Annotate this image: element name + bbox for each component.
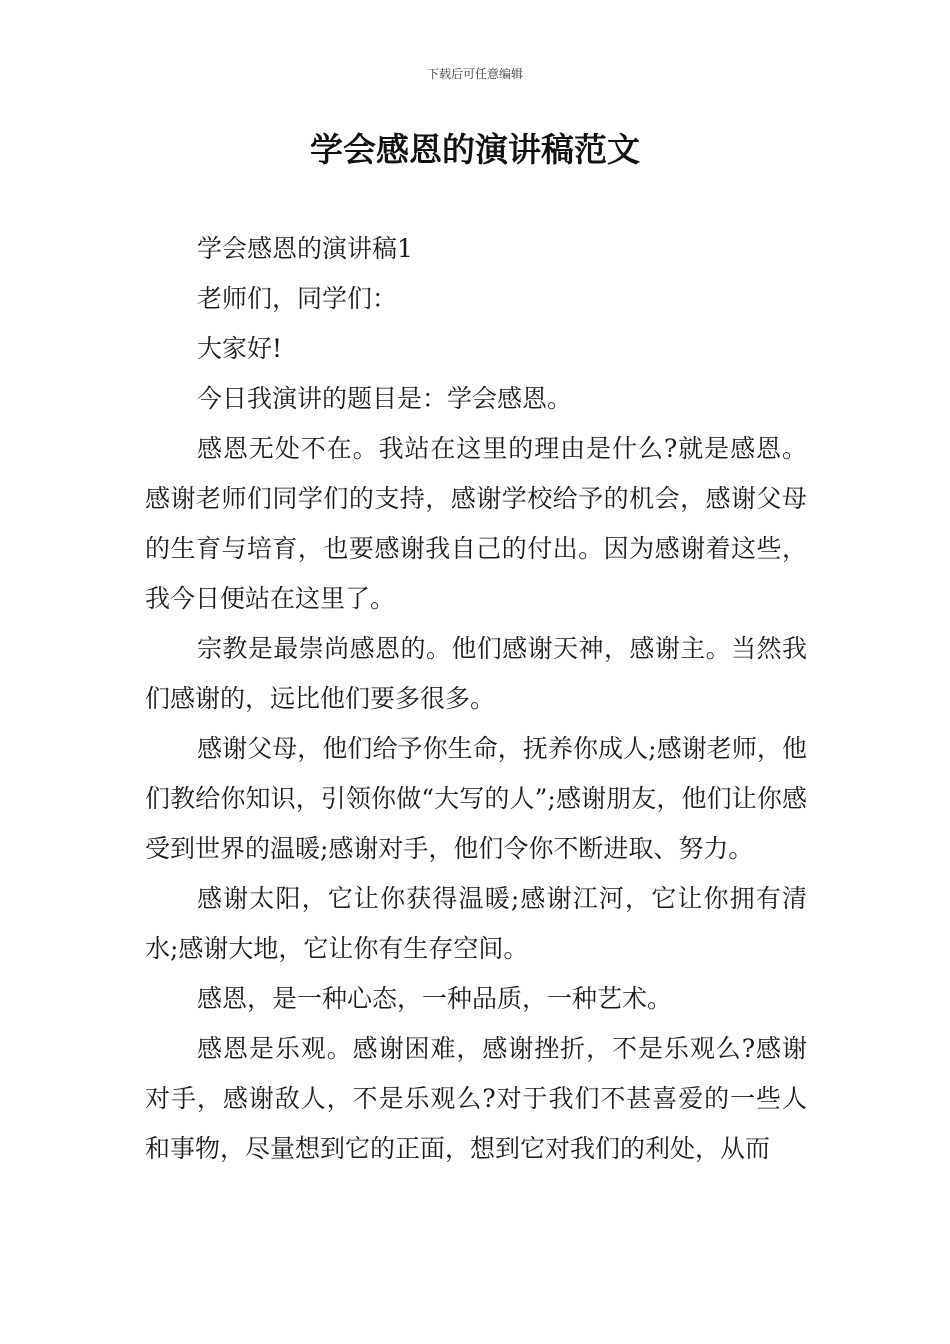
paragraph-body: 感谢太阳，它让你获得温暖;感谢江河，它让你拥有清水;感谢大地，它让你有生存空间。 xyxy=(145,884,807,963)
paragraph-body: 宗教是最崇尚感恩的。他们感谢天神，感谢主。当然我们感谢的，远比他们要多很多。 xyxy=(145,634,807,713)
paragraph-salutation: 老师们，同学们： xyxy=(197,284,398,313)
paragraph-speech-heading: 学会感恩的演讲稿1 xyxy=(197,234,413,263)
paragraph-body: 感谢父母，他们给予你生命，抚养你成人;感谢老师，他们教给你知识，引领你做“大写的人”;感谢朋友，他们让你感受到世界的温暖;感谢对手，他们令你不断进取、努力。 xyxy=(145,734,807,863)
paragraph-body: 感恩是乐观。感谢困难，感谢挫折，不是乐观么?感谢对手，感谢敌人，不是乐观么?对于我们不甚喜爱的一些人和事物，尽量想到它的正面，想到它对我们的利处，从而 xyxy=(145,1034,807,1163)
paragraph-body: 感恩无处不在。我站在这里的理由是什么?就是感恩。感谢老师们同学们的支持，感谢学校给予的机会，感谢父母的生育与培育，也要感谢我自己的付出。因为感谢着这些，我今日便站在这里了。 xyxy=(145,434,807,613)
paragraph-greeting: 大家好! xyxy=(197,334,283,363)
document-title: 学会感恩的演讲稿范文 xyxy=(310,130,640,169)
paragraph-topic: 今日我演讲的题目是：学会感恩。 xyxy=(197,384,573,413)
document-body xyxy=(145,224,807,1174)
header-note: 下载后可任意编辑 xyxy=(426,67,523,81)
paragraph-body: 感恩，是一种心态，一种品质，一种艺术。 xyxy=(197,984,673,1013)
